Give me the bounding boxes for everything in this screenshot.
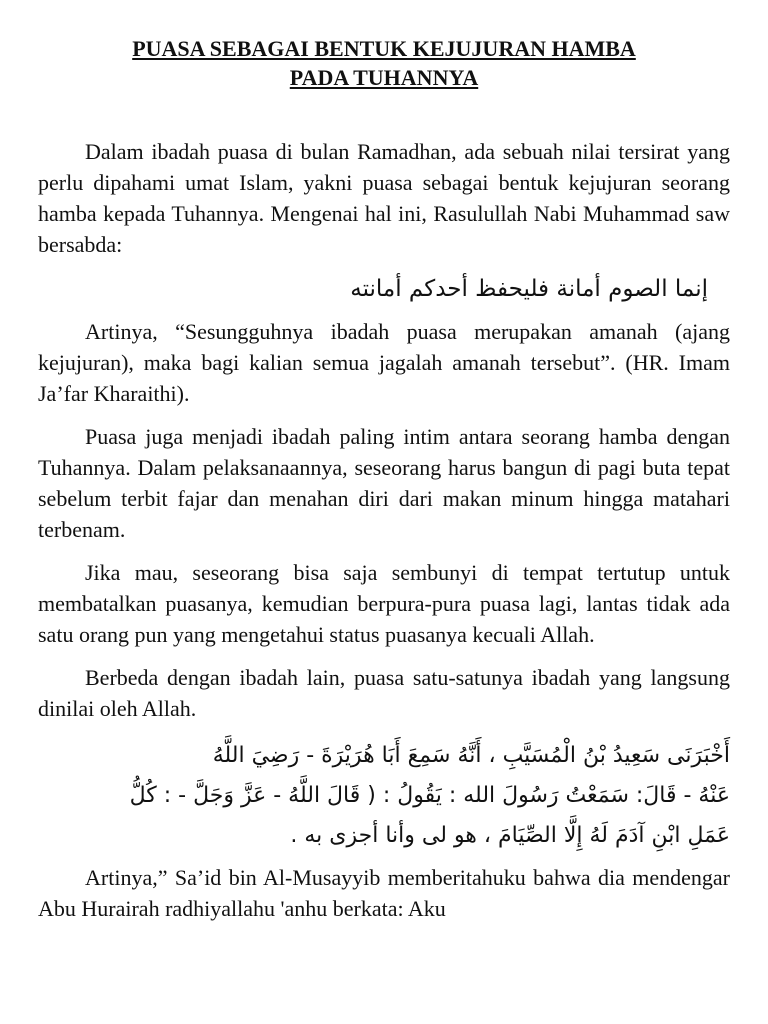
title-line-2: PADA TUHANNYA [289, 65, 479, 90]
paragraph-intimacy: Puasa juga menjadi ibadah paling intim antara seorang hamba dengan Tuhannya. Dalam pelaksanaannya, seseorang harus bangun di pagi buta tepat sebelum terbit fajar dan menahan diri dari makan minum hingga matahari terbenam. [38, 424, 730, 542]
arabic-quote: إنما الصوم أمانة فليحفظ أحدكم أمانته [350, 276, 708, 302]
paragraph-intro: Dalam ibadah puasa di bulan Ramadhan, ada sebuah nilai tersirat yang perlu dipahami umat Islam, yakni puasa sebagai bentuk kejujuran seorang hamba kepada Tuhannya. Mengenai hal ini, Rasulullah Nabi Muhammad saw bersabda: [38, 139, 730, 257]
arabic-hadith-line-2: عَنْهُ - قَالَ: سَمَعْتُ رَسُولَ الله : يَقُولُ : ( قَالَ اللَّهُ - عَزَّ وَجَلَّ - : كُلُّ [129, 783, 730, 808]
document-title [38, 34, 730, 92]
arabic-hadith-line-3: عَمَلِ ابْنِ آدَمَ لَهُ إِلَّا الصِّيَامَ ، هو لى وأنا أجزى به . [290, 823, 730, 848]
paragraph-translation-2: Artinya,” Sa’id bin Al-Musayyib memberitahuku bahwa dia mendengar Abu Hurairah radhiyallahu 'anhu berkata: Aku [38, 865, 730, 921]
arabic-hadith [38, 736, 730, 856]
paragraph-different: Berbeda dengan ibadah lain, puasa satu-satunya ibadah yang langsung dinilai oleh Allah. [38, 665, 730, 721]
arabic-hadith-line-1: أَخْبَرَنَى سَعِيدُ بْنُ الْمُسَيَّبِ ، أَنَّهُ سَمِعَ أَبَا هُرَيْرَةَ - رَضِيَ اللَّهُ [212, 743, 730, 768]
paragraph-hidden: Jika mau, seseorang bisa saja sembunyi di tempat tertutup untuk membatalkan puasanya, kemudian berpura-pura puasa lagi, lantas tidak ada satu orang pun yang mengetahui status puasanya kecuali Allah. [38, 560, 730, 647]
paragraph-translation-1: Artinya, “Sesungguhnya ibadah puasa merupakan amanah (ajang kejujuran), maka bagi kalian semua jagalah amanah tersebut”. (HR. Imam Ja’far Kharaithi). [38, 319, 730, 406]
title-line-1: PUASA SEBAGAI BENTUK KEJUJURAN HAMBA [132, 36, 636, 61]
